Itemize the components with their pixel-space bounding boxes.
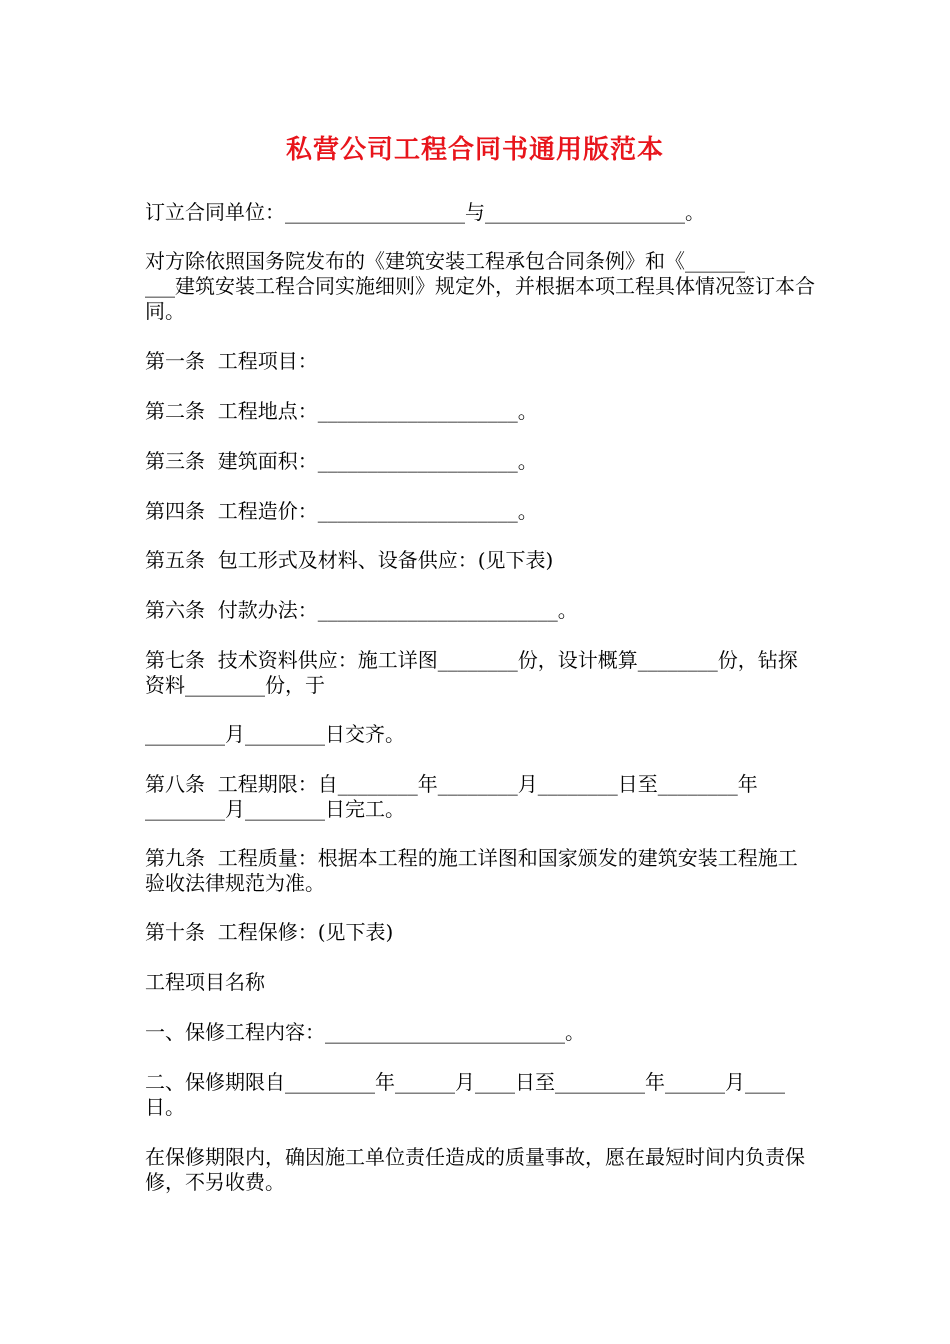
paragraph-article-7: 第七条 技术资料供应：施工详图________份，设计概算________份，钻探资料________份，于 [145,648,798,697]
paragraph-article-5: 第五条 包工形式及材料、设备供应：(见下表) [145,548,554,572]
paragraph-article-6: 第六条 付款办法：________________________。 [145,598,578,622]
paragraph-article-7-cont: ________月________日交齐。 [145,722,405,746]
paragraph-warranty-content: 一、保修工程内容：________________________。 [145,1020,585,1044]
paragraph-article-3: 第三条 建筑面积：____________________。 [145,449,538,473]
paragraph-article-4: 第四条 工程造价：____________________。 [145,499,538,523]
paragraph-article-2: 第二条 工程地点：____________________。 [145,399,538,423]
paragraph-article-9: 第九条 工程质量：根据本工程的施工详图和国家颁发的建筑安装工程施工验收法律规范为准。 [145,846,798,895]
paragraph-preamble: 对方除依照国务院发布的《建筑安装工程承包合同条例》和《______ ___建筑安装工程合同实施细则》规定外，并根据本项工程具体情况签订本合同。 [145,249,815,323]
document-title: 私营公司工程合同书通用版范本 [285,135,664,165]
paragraph-project-name: 工程项目名称 [145,970,265,994]
paragraph-article-10: 第十条 工程保修：(见下表) [145,920,394,944]
paragraph-warranty-terms: 在保修期限内，确因施工单位责任造成的质量事故，愿在最短时间内负责保修，不另收费。 [145,1145,805,1194]
paragraph-parties: 订立合同单位：__________________与____________________。 [145,200,705,224]
paragraph-warranty-period: 二、保修期限自_________年______月____日至_________年______月____日。 [145,1070,785,1119]
paragraph-article-1: 第一条 工程项目： [145,349,318,373]
paragraph-article-8: 第八条 工程期限：自________年________月________日至________年________月________日完工。 [145,772,758,821]
